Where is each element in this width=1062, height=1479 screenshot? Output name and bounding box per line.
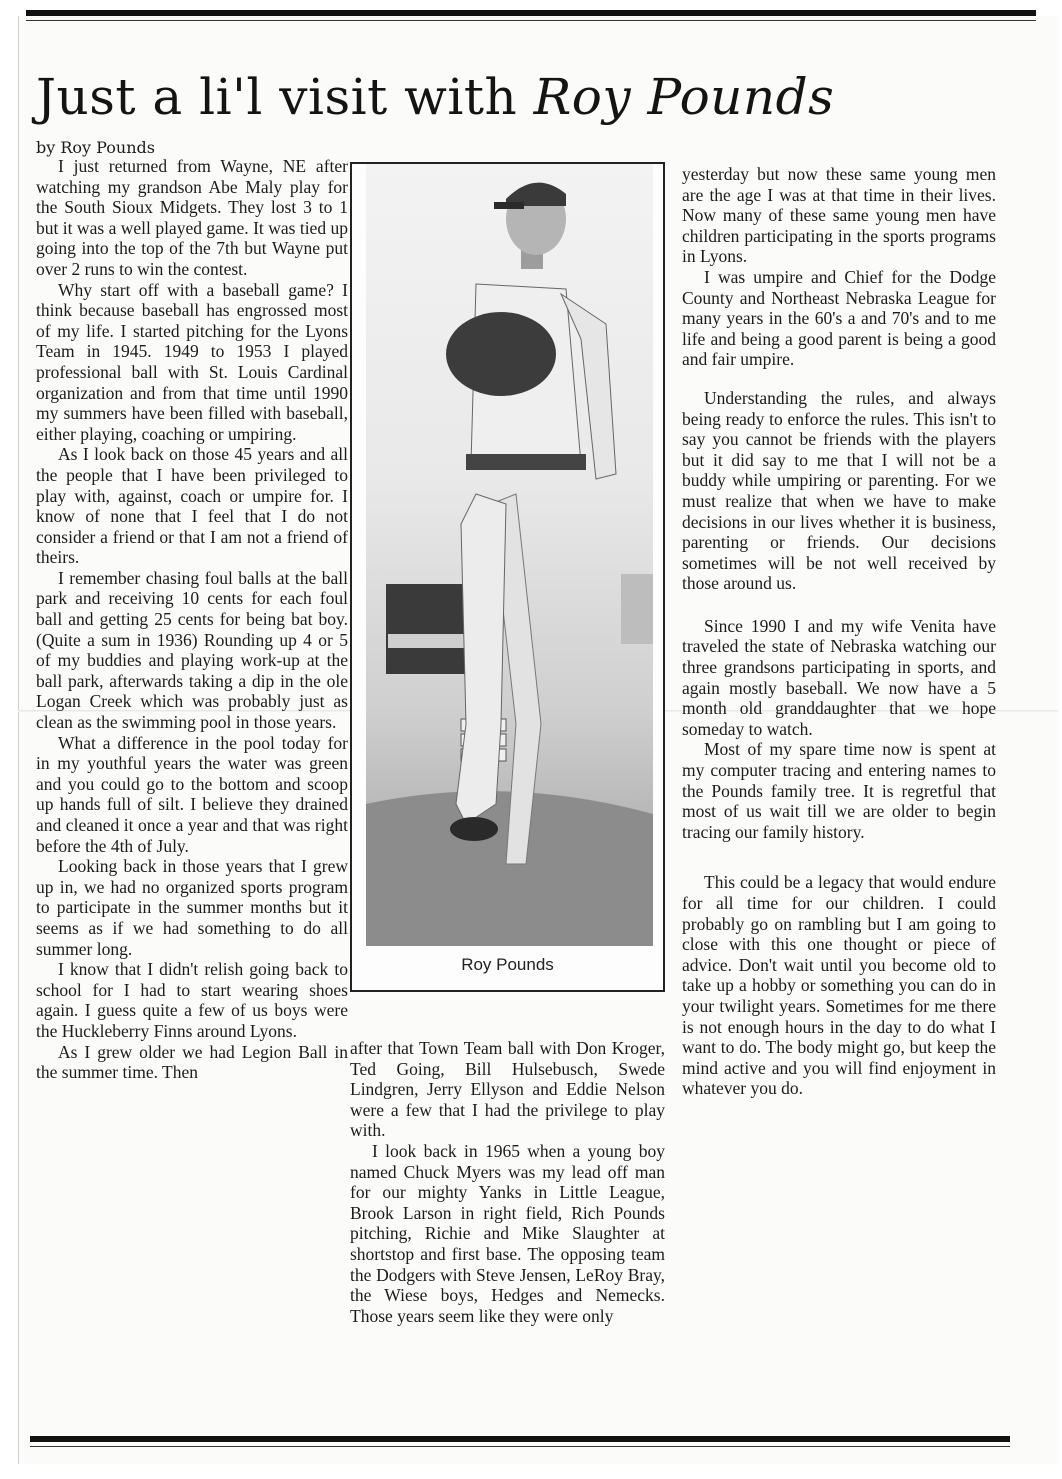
pitcher-photo-illustration bbox=[366, 164, 653, 946]
pitcher-photo bbox=[366, 164, 653, 946]
paragraph: I just returned from Wayne, NE after watching my grandson Abe Maly play for the South Sioux Midgets. They lost 3 to 1 but it was a well played game. It was tied up going into the top of the 7th but Wayne put over 2 runs to win the contest. bbox=[36, 156, 348, 279]
top-rule bbox=[26, 10, 1036, 16]
headline-name: Roy Pounds bbox=[533, 68, 835, 126]
paragraph: As I look back on those 45 years and all the people that I have been privileged to play with, against, coach or umpire for. I know of none that I feel that I do not consider a friend or that I am not a friend of theirs. bbox=[36, 444, 348, 568]
byline: by Roy Pounds bbox=[36, 138, 155, 157]
article-column-middle bbox=[350, 1038, 665, 1326]
paragraph: Most of my spare time now is spent at my computer tracing and entering names to the Pounds family tree. It is regretful that most of us wait till we are older to begin tracing our family history. bbox=[682, 739, 996, 842]
headline-plain: Just a li'l visit with bbox=[36, 68, 518, 126]
paragraph: I remember chasing foul balls at the ball park and receiving 10 cents for each foul ball and getting 25 cents for being bat boy. (Quite a sum in 1936) Rounding up 4 or 5 of my buddies and playing work-up at the ball park, afterwards taking a dip in the ole Logan Creek which was probably just as clean as the swimming pool in those years. bbox=[36, 567, 348, 733]
photo-caption: Roy Pounds bbox=[461, 955, 554, 974]
bottom-rule-thin bbox=[30, 1446, 1010, 1447]
paragraph: This could be a legacy that would endure for all time for our children. I could probably go on rambling but I am going to close with this one thought or piece of advice. Don't wait until you become old to take up a hobby or something you can do in your twilight years. Sometimes for me there is not enough hours in the day to do what I want to do. The body might go, but keep the mind active and you will find enjoyment in whatever you do. bbox=[682, 872, 996, 1099]
paragraph: Looking back in those years that I grew up in, we had no organized sports program to participate in the summer months but it seems as if we had something to do all summer long. bbox=[36, 856, 348, 959]
paragraph: What a difference in the pool today for in my youthful years the water was green and you could go to the bottom and scoop up hands full of silt. I believe they drained and cleaned it once a year and that was right before the 4th of July. bbox=[36, 732, 348, 856]
article-headline bbox=[36, 66, 834, 128]
paragraph-gap bbox=[682, 370, 996, 388]
photo-frame bbox=[350, 162, 665, 992]
paragraph: I was umpire and Chief for the Dodge County and Northeast Nebraska League for many years in the 60's a and 70's and to me life and being a good parent is being a good and fair umpire. bbox=[682, 266, 996, 370]
paragraph: Since 1990 I and my wife Venita have traveled the state of Nebraska watching our three grandsons participating in sports, and again mostly baseball. We now have a 5 month old granddaughter that we hope someday to watch. bbox=[682, 615, 996, 739]
paragraph-gap bbox=[682, 842, 996, 872]
paragraph: after that Town Team ball with Don Kroger, Ted Going, Bill Hulsebusch, Swede Lindgren, Jerry Ellyson and Eddie Nelson were a few that I had the privilege to play with. bbox=[350, 1038, 665, 1141]
paragraph: As I grew older we had Legion Ball in the summer time. Then bbox=[36, 1041, 348, 1083]
paragraph: I know that I didn't relish going back to school for I had to start wearing shoes again. I guess quite a few of us boys were the Huckleberry Finns around Lyons. bbox=[36, 959, 348, 1041]
top-rule-thin bbox=[26, 20, 1036, 21]
paragraph: Understanding the rules, and always being ready to enforce the rules. This isn't to say you cannot be friends with the players but it did say to me that I will not be a buddy while umpiring or parenting. For we must realize that when we have to make decisions in our lives whether it is business, parenting or friends. Our decisions sometimes will be not well received by those around us. bbox=[682, 387, 996, 594]
bottom-rule bbox=[30, 1436, 1010, 1442]
paragraph: Why start off with a baseball game? I think because baseball has engrossed most of my life. I started pitching for the Lyons Team in 1945. 1949 to 1953 I played professional ball with St. Louis Cardinal organization and from that time until 1990 my summers have been filled with baseball, either playing, coaching or umpiring. bbox=[36, 279, 348, 444]
article-column-right bbox=[682, 164, 996, 1099]
paragraph: I look back in 1965 when a young boy named Chuck Myers was my lead off man for our mighty Yanks in Little League, Brook Larson in right field, Rich Pounds pitching, Richie and Mike Slaughter at shortstop and first base. The opposing team the Dodgers with Steve Jensen, LeRoy Bray, the Wiese boys, Hedges and Nemecks. Those years seem like they were only bbox=[350, 1140, 665, 1326]
paragraph: yesterday but now these same young men are the age I was at that time in their lives. Now many of these same young men have children participating in the sports programs in Lyons. bbox=[682, 164, 996, 267]
article-column-left bbox=[36, 156, 348, 1083]
paragraph-gap bbox=[682, 594, 996, 616]
